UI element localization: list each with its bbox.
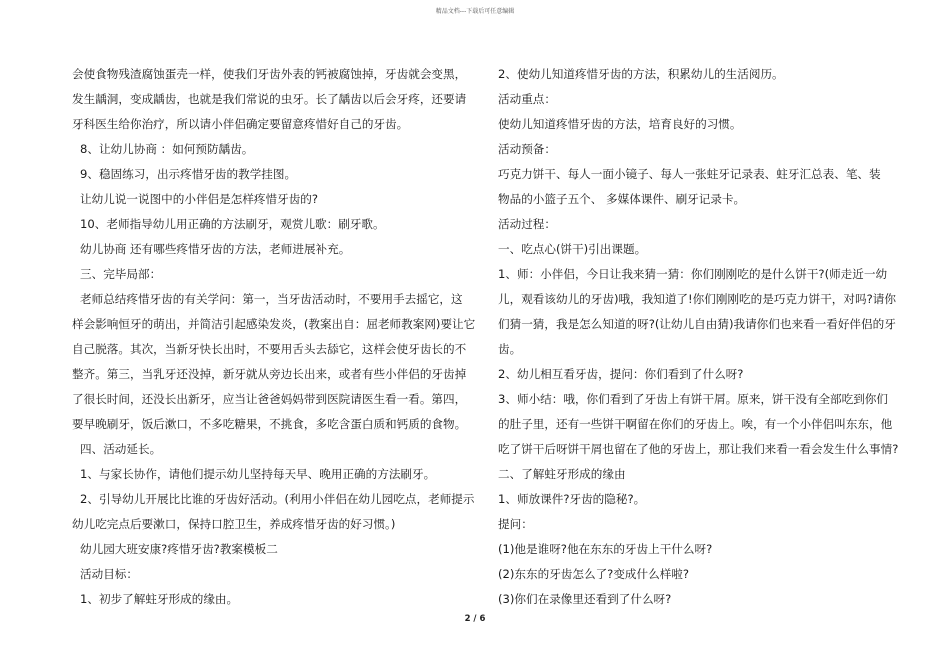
text-line: 活动预备：: [498, 142, 556, 156]
text-line: 了很长时间，还没长出新牙，应当让爸爸妈妈带到医院请医生看一看。第四，: [72, 392, 467, 406]
text-line: 活动目标：: [80, 567, 138, 581]
text-line: 要早晚刷牙，饭后漱口，不多吃糖果，不挑食，多吃含蛋白质和钙质的食物。: [72, 417, 467, 431]
text-line: 整齐。第三，当乳牙还没掉，新牙就从旁边长出来，或者有些小伴侣的牙齿掉: [72, 367, 467, 381]
text-line: 样会影响恒牙的萌出，并简洁引起感染发炎，(教案出自：屈老师教案网)要让它: [72, 317, 476, 331]
text-line: 一、吃点心(饼干)引出课题。: [498, 242, 647, 256]
text-line: (2)东东的牙齿怎么了?变成什么样啦?: [498, 567, 690, 581]
text-line: 会使食物残渣腐蚀蛋壳一样，使我们牙齿外表的钙被腐蚀掉，牙齿就会变黑，: [72, 67, 467, 81]
page-header: 精品文档---下载后可任意编辑: [435, 8, 515, 15]
right-column: [498, 62, 899, 612]
text-line: (3)你们在录像里还看到了什么呀?: [498, 592, 672, 606]
text-line: 2、幼儿相互看牙齿，提问：你们看到了什么呀?: [498, 367, 744, 381]
text-line: 巧克力饼干、每人一面小镜子、每人一张蛀牙记录表、蛀牙汇总表、笔、装: [498, 167, 881, 181]
text-line: 们猜一猜，我是怎么知道的呀?(让幼儿自由猜)我请你们也来看一看好伴侣的牙: [498, 317, 896, 331]
text-line: 齿。: [498, 342, 522, 356]
text-line: 9、稳固练习，出示疼惜牙齿的教学挂图。: [80, 167, 297, 181]
text-line: 1、初步了解蛀牙形成的缘由。: [80, 592, 239, 606]
text-line: 10、老师指导幼儿用正确的方法刷牙，观赏儿歌：刷牙歌。: [80, 217, 385, 231]
text-line: 3、师小结：哦，你们看到了牙齿上有饼干屑。原来，饼干没有全部吃到你们: [498, 392, 888, 406]
text-line: 三、完毕局部：: [80, 267, 162, 281]
text-line: 1、与家长协作，请他们提示幼儿坚持每天早、晚用正确的方法刷牙。: [80, 467, 436, 481]
text-line: 物品的小篮子五个、 多媒体课件、刷牙记录卡。: [498, 192, 746, 206]
text-line: 提问：: [498, 517, 533, 531]
text-line: 2、使幼儿知道疼惜牙齿的方法，积累幼儿的生活阅历。: [498, 67, 784, 81]
text-line: 吃了饼干后呀饼干屑也留在了他的牙齿上，那让我们来看一看会发生什么事情?: [498, 442, 899, 456]
left-column: [72, 62, 476, 612]
text-line: 自己脱落。其次，当新牙快长出时，不要用舌头去舔它，这样会使牙齿长的不: [72, 342, 467, 356]
text-line: 幼儿吃完点后要漱口，保持口腔卫生，养成疼惜牙齿的好习惯。): [72, 517, 396, 531]
text-line: 活动重点：: [498, 92, 556, 106]
text-line: 活动过程：: [498, 217, 556, 231]
text-line: 儿，观看该幼儿的牙齿)哦，我知道了!你们刚刚吃的是巧克力饼干，对吗?请你: [498, 292, 896, 306]
text-line: 使幼儿知道疼惜牙齿的方法，培育良好的习惯。: [498, 117, 742, 131]
text-line: 的肚子里，还有一些饼干啊留在你们的牙齿上。唉，有一个小伴侣叫东东，他: [498, 417, 893, 431]
text-line: 让幼儿说一说图中的小伴侣是怎样疼惜牙齿的?: [80, 192, 319, 206]
text-line: 2、引导幼儿开展比比谁的牙齿好活动。(利用小伴侣在幼儿园吃点，老师提示: [80, 492, 475, 506]
text-line: 发生龋洞，变成龋齿，也就是我们常说的虫牙。长了龋齿以后会牙疼，还要请: [72, 92, 467, 106]
text-line: (1)他是谁呀?他在东东的牙齿上干什么呀?: [498, 542, 713, 556]
text-line: 1、师：小伴侣，今日让我来猜一猜：你们刚刚吃的是什么饼干?(师走近一幼: [498, 267, 888, 281]
text-line: 幼儿园大班安康?疼惜牙齿?教案模板二: [80, 542, 278, 556]
text-line: 幼儿协商 还有哪些疼惜牙齿的方法，老师进展补充。: [80, 242, 351, 256]
text-line: 1、师放课件?牙齿的隐秘?。: [498, 492, 646, 506]
text-line: 老师总结疼惜牙齿的有关学问：第一，当牙齿活动时，不要用手去摇它，这: [80, 292, 463, 306]
text-line: 二、了解蛀牙形成的缘由: [498, 467, 626, 481]
text-line: 牙科医生给你治疗，所以请小伴侣确定要留意疼惜好自己的牙齿。: [72, 117, 409, 131]
text-line: 8、让幼儿协商 ：如何预防龋齿。: [80, 142, 254, 156]
text-line: 四、活动延长。: [80, 442, 162, 456]
page-number: 2 / 6: [464, 614, 486, 624]
